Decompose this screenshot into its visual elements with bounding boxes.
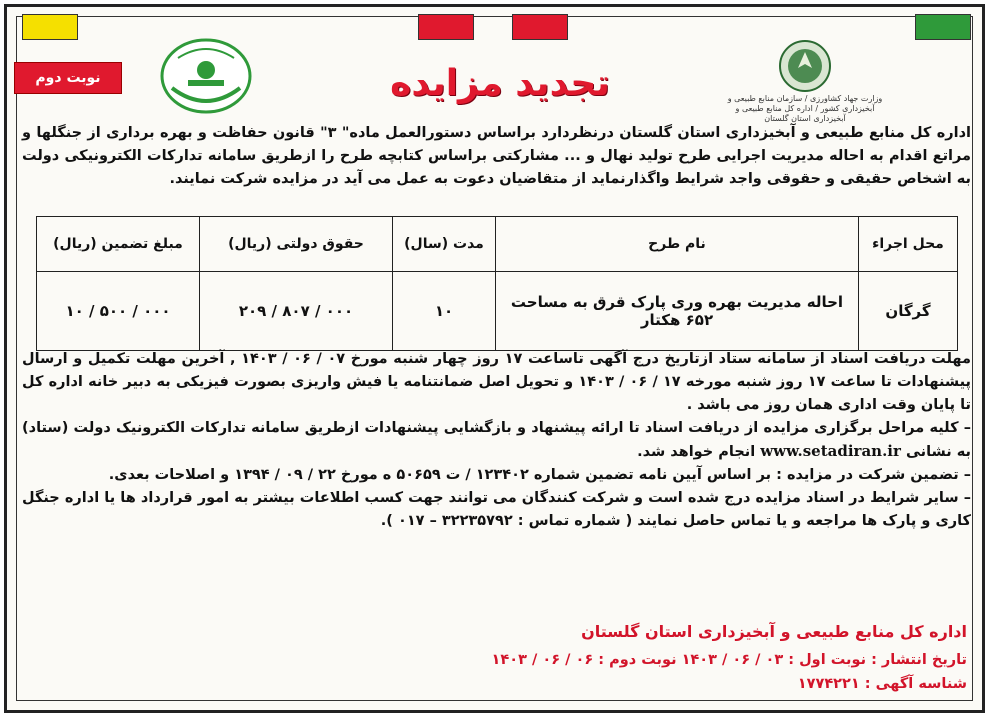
header-duration: مدت (سال) [393,217,496,272]
cell-location: گرگان [859,272,958,351]
jihad-keshavarzi-logo [158,36,254,116]
publish-date-line: تاریخ انتشار : نوبت اول : ۰۳ / ۰۶ / ۱۴۰۳ نوبت دوم : ۰۶ / ۰۶ / ۱۴۰۳ [491,652,967,668]
ad-id-line: شناسه آگهی : ۱۷۷۴۲۲۱ [797,676,967,692]
header-location: محل اجراء [859,217,958,272]
cell-gov-rights: ۰۰۰ / ۸۰۷ / ۲۰۹ [200,272,393,351]
process-text-after: انجام خواهد شد. [637,444,756,460]
cell-duration: ۱۰ [393,272,496,351]
ministry-emblem-logo [760,38,850,94]
process-text-before: – کلیه مراحل برگزاری مزایده از دریافت اسناد تا ارائه پیشنهاد و بازگشایی پیشنهادات ازطریق سامانه تدارکات الکترونیک دولت (ستاد) به نشانی [22,420,971,460]
yellow-color-bar [22,14,78,40]
table-header-row [37,217,958,272]
table-row [37,272,958,351]
green-color-bar [915,14,971,40]
cell-project: احاله مدیریت بهره وری پارک قرق به مساحت ۶۵۲ هکتار [496,272,859,351]
header-gov-rights: حقوق دولتی (ریال) [200,217,393,272]
intro-paragraph: اداره کل منابع طبیعی و آبخیزداری استان گلستان درنظردارد براساس دستورالعمل ماده" ۳" قانون حفاظت و بهره برداری از جنگلها و مراتع اقدام به احاله مدیریت اجرایی طرح تولید نهال و ... مشارکتی براساس کتابچه طرح را ازطریق سامانه تدارکات الکترونیکی دولت به اشخاص حقیقی و حقوقی واجد شرایط واگذارنماید از متقاضیان دعوت به عمل می آید در مزایده شرکت نمایند. [22,125,971,187]
guarantee-paragraph: – تضمین شرکت در مزایده : بر اساس آیین نامه تضمین شماره ۱۲۳۴۰۲ / ت ۵۰۶۵۹ ه مورخ ۲۲ / ۰۹ / ۱۳۹۴ و اصلاحات بعدی. [108,467,971,483]
red-color-bar-right [512,14,568,40]
footer-info [492,648,967,696]
deadline-paragraph: مهلت دریافت اسناد از سامانه ستاد ازتاریخ درج آگهی تاساعت ۱۷ روز چهار شنبه مورخ ۰۷ / ۰۶ / ۱۴۰۳ , آخرین مهلت تکمیل و ارسال پیشنهادات تا ساعت ۱۷ روز شنبه مورخه ۱۷ / ۰۶ / ۱۴۰۳ و تحویل اصل ضمانتنامه یا فیش واریزی بصورت فیزیکی به دبیر خانه اداره کل تا پایان وقت اداری همان روز می باشد . [22,351,971,413]
ministry-text: وزارت جهاد کشاورزی / سازمان منابع طبیعی و آبخیزداری کشور / اداره کل منابع طبیعی و آبخیزداری استان گلستان [727,94,883,123]
header-project: نام طرح [496,217,859,272]
notice-title: تجدید مزایده [390,63,610,104]
setad-url-link[interactable]: www.setadiran.ir [760,442,901,460]
header-guarantee: مبلغ تضمین (ریال) [37,217,200,272]
conditions-text [22,348,971,533]
process-paragraph [22,417,971,464]
auction-table [36,216,958,351]
round-badge: نوبت دوم [14,62,122,94]
red-color-bar-left [418,14,474,40]
organization-signature: اداره کل منابع طبیعی و آبخیزداری استان گلستان [581,622,967,641]
other-conditions-paragraph: – سایر شرایط در اسناد مزایده درج شده است و شرکت کنندگان می توانند جهت کسب اطلاعات بیشتر به امور قرارداد ها یا اداره جنگل کاری و پارک ها مراجعه و یا تماس حاصل نمایند ( شماره تماس : ۳۲۲۳۵۷۹۲ – ۰۱۷ ). [22,490,971,529]
cell-guarantee: ۰۰۰ / ۵۰۰ / ۱۰ [37,272,200,351]
